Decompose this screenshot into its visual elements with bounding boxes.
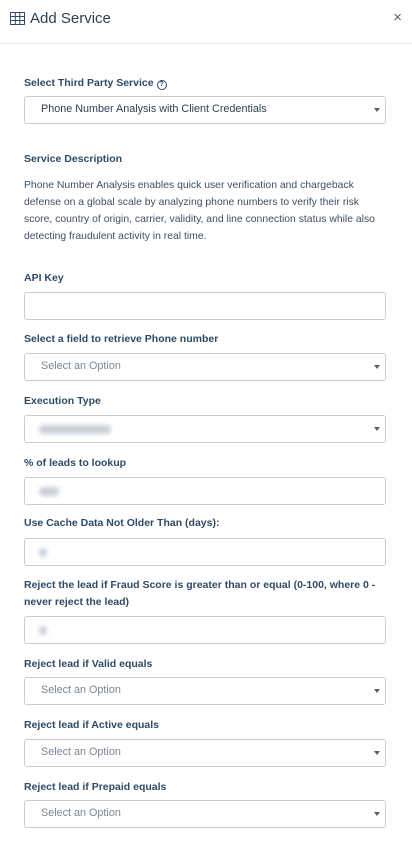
valid-placeholder: Select an Option — [41, 684, 121, 696]
redacted-value — [39, 425, 111, 434]
phone-field-select[interactable] — [24, 353, 386, 381]
table-icon — [10, 12, 25, 25]
chevron-down-icon — [374, 812, 380, 816]
active-label: Reject lead if Active equals — [24, 719, 159, 731]
chevron-down-icon — [374, 427, 380, 431]
redacted-value — [39, 548, 47, 557]
service-select[interactable] — [24, 96, 386, 124]
chevron-down-icon — [374, 689, 380, 693]
active-select[interactable] — [24, 739, 386, 767]
chevron-down-icon — [374, 751, 380, 755]
redacted-value — [39, 487, 59, 496]
api-key-label: API Key — [24, 272, 64, 284]
valid-label: Reject lead if Valid equals — [24, 658, 153, 670]
modal-header — [0, 0, 412, 44]
service-label-text: Select Third Party Service — [24, 77, 154, 89]
close-icon[interactable]: × — [393, 9, 402, 26]
api-key-input[interactable] — [24, 292, 386, 320]
leads-pct-label: % of leads to lookup — [24, 457, 127, 469]
help-icon[interactable]: ? — [157, 80, 167, 90]
valid-select[interactable] — [24, 677, 386, 705]
leads-pct-input[interactable] — [24, 477, 386, 505]
service-select-value: Phone Number Analysis with Client Credentials — [41, 103, 267, 115]
chevron-down-icon — [374, 108, 380, 112]
service-label — [24, 75, 167, 91]
execution-type-select[interactable] — [24, 415, 386, 443]
fraud-score-label: Reject the lead if Fraud Score is greater than or equal (0-100, where 0 - never reject the lead) — [24, 579, 376, 608]
redacted-value — [39, 626, 47, 635]
phone-field-label: Select a field to retrieve Phone number — [24, 333, 219, 345]
modal-title — [10, 10, 111, 27]
prepaid-label: Reject lead if Prepaid equals — [24, 781, 167, 793]
active-placeholder: Select an Option — [41, 746, 121, 758]
modal-title-text: Add Service — [30, 10, 111, 27]
prepaid-placeholder: Select an Option — [41, 807, 121, 819]
cache-input[interactable] — [24, 538, 386, 566]
description-label: Service Description — [24, 153, 123, 165]
execution-type-label: Execution Type — [24, 395, 101, 407]
description-text: Phone Number Analysis enables quick user verification and chargeback defense on a global scale by analyzing phone numbers to verify their risk score, country of origin, carrier, validity, and line connection status while also detecting fraudulent activity in real time. — [24, 180, 375, 242]
fraud-score-input[interactable] — [24, 616, 386, 644]
prepaid-select[interactable] — [24, 800, 386, 828]
cache-label: Use Cache Data Not Older Than (days): — [24, 517, 220, 529]
phone-field-placeholder: Select an Option — [41, 360, 121, 372]
chevron-down-icon — [374, 365, 380, 369]
